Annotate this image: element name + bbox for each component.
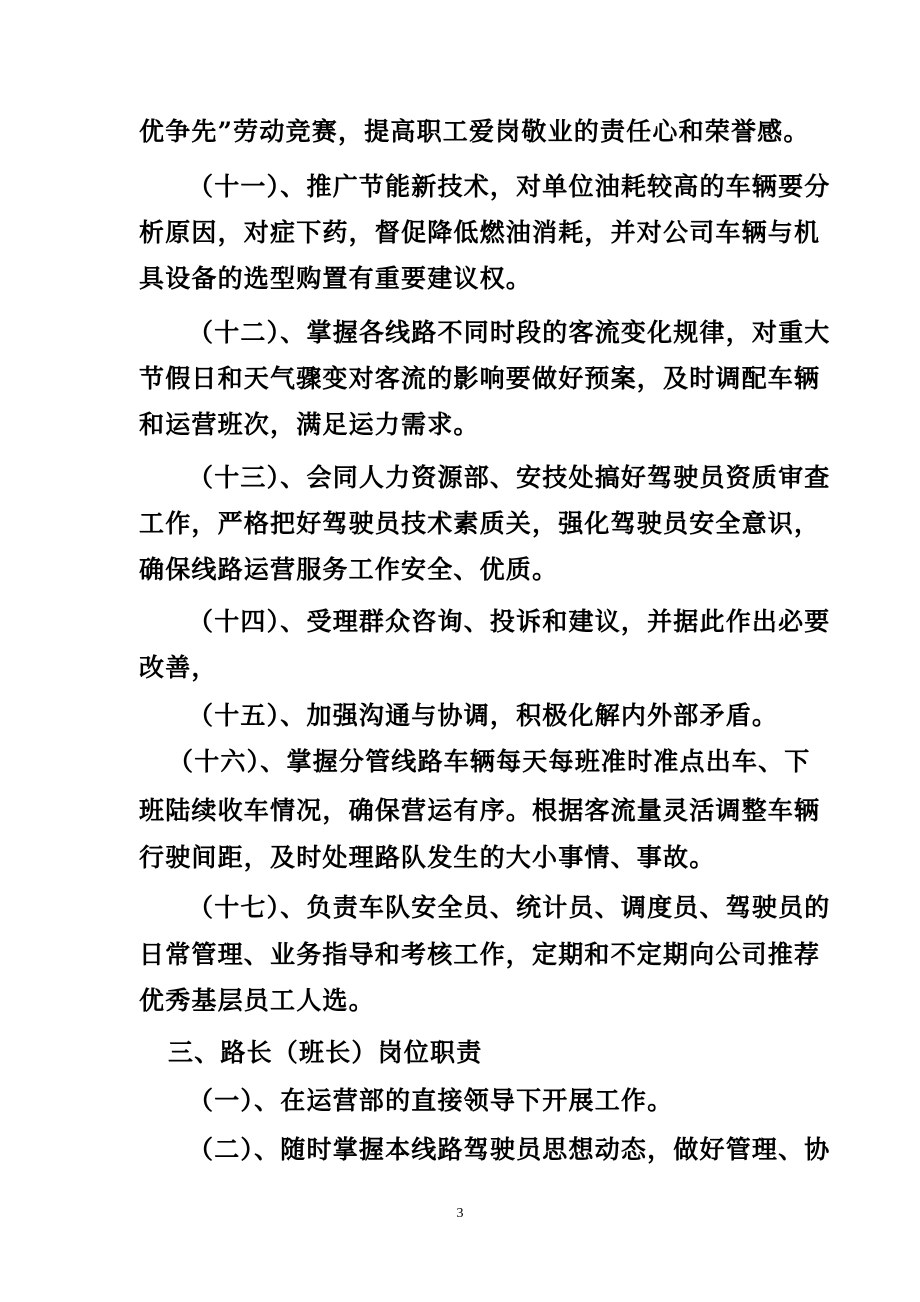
text-line-1: 优争先”劳动竞赛，提高职工爱岗敬业的责任心和荣誉感。 — [139, 117, 810, 146]
clause-13-line-2: 工作，严格把好驾驶员技术素质关，强化驾驶员安全意识， — [139, 509, 821, 538]
clause-11-line-1: （十一）、推广节能新技术，对单位油耗较高的车辆要分 — [188, 172, 831, 201]
page-number: 3 — [456, 1206, 464, 1221]
clause-14-line-1: （十四）、受理群众咨询、投诉和建议，并据此作出必要 — [188, 607, 831, 636]
clause-11-line-3: 具设备的选型购置有重要建议权。 — [139, 264, 533, 293]
clause-12-line-1: （十二）、掌握各线路不同时段的客流变化规律，对重大 — [188, 318, 831, 347]
clause-13-line-1: （十三）、会同人力资源部、安技处搞好驾驶员资质审查 — [188, 463, 831, 492]
clause-17-line-2: 日常管理、业务指导和考核工作，定期和不定期向公司推荐 — [139, 940, 821, 969]
clause-12-line-2: 节假日和天气骤变对客流的影响要做好预案，及时调配车辆 — [139, 364, 821, 393]
clause-17-line-1: （十七）、负责车队安全员、统计员、调度员、驾驶员的 — [188, 893, 831, 922]
clause-11-line-2: 析原因，对症下药，督促降低燃油消耗，并对公司车辆与机 — [139, 218, 821, 247]
section-three-clause-1: （一）、在运营部的直接领导下开展工作。 — [188, 1086, 674, 1115]
section-three-clause-2-line-1: （二）、随时掌握本线路驾驶员思想动态，做好管理、协 — [188, 1135, 831, 1164]
clause-13-line-3: 确保线路运营服务工作安全、优质。 — [139, 555, 559, 584]
clause-14-line-2: 改善， — [139, 653, 218, 682]
clause-12-line-3: 和运营班次，满足运力需求。 — [139, 410, 480, 439]
clause-16-line-1: （十六）、掌握分管线路车辆每天每班准时准点出车、下 — [168, 747, 811, 776]
clause-17-line-3: 优秀基层员工人选。 — [139, 986, 375, 1015]
section-three-heading: 三、路长（班长）岗位职责 — [168, 1038, 483, 1067]
clause-15-line-1: （十五）、加强沟通与协调，积极化解内外部矛盾。 — [188, 701, 779, 730]
clause-16-line-3: 行驶间距，及时处理路队发生的大小事情、事故。 — [139, 843, 716, 872]
clause-16-line-2: 班陆续收车情况，确保营运有序。根据客流量灵活调整车辆 — [139, 796, 821, 825]
